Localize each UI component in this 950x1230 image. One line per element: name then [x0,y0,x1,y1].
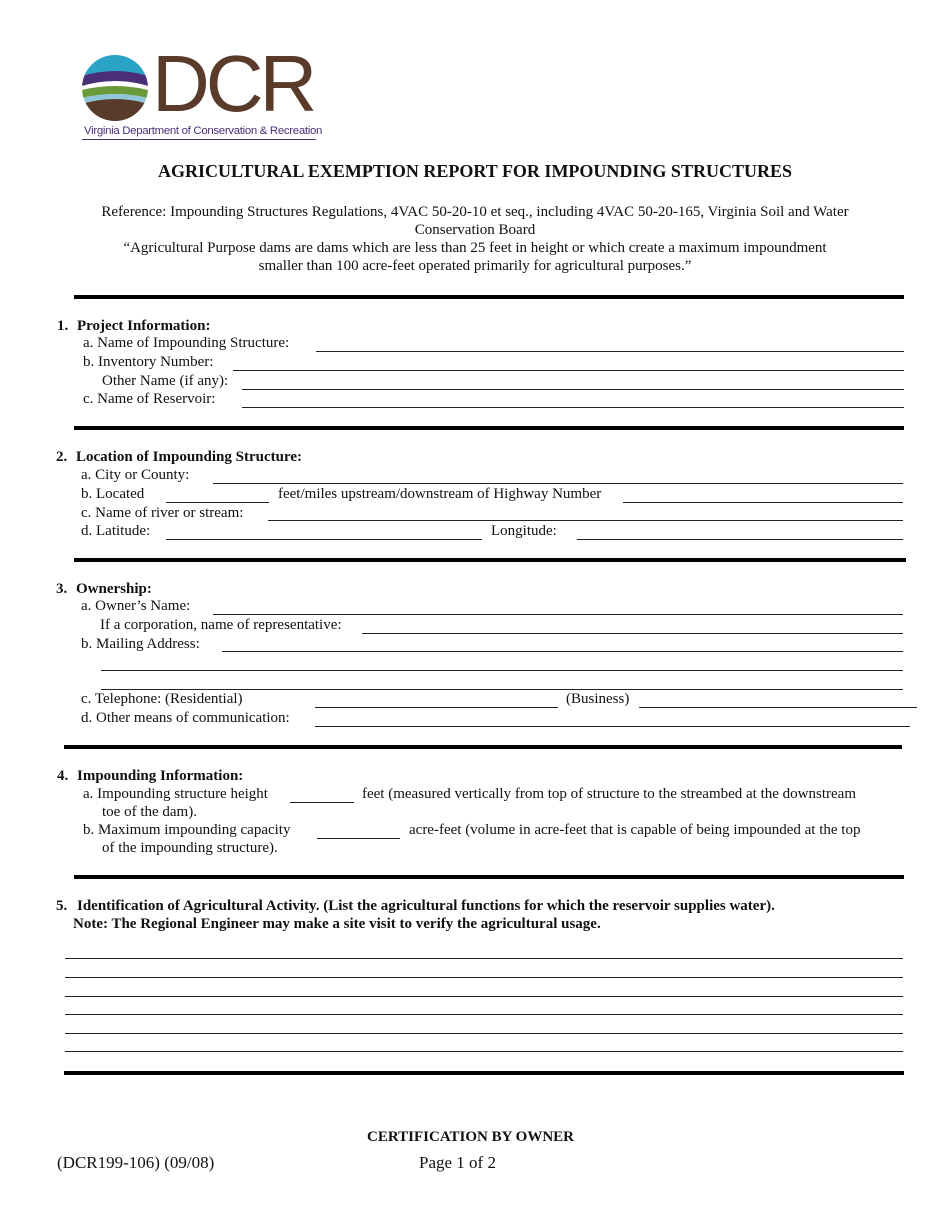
stream-name-label: c. Name of river or stream: [81,505,244,521]
structure-height-label: a. Impounding structure height [83,786,268,802]
telephone-business-label: (Business) [566,691,630,707]
inventory-number-label: b. Inventory Number: [83,354,214,370]
agricultural-activity-line-2[interactable] [65,977,903,978]
section-5-note: Note: The Regional Engineer may make a site visit to verify the agricultural usage. [73,916,601,932]
owner-name-label: a. Owner’s Name: [81,598,191,614]
dcr-tagline: Virginia Department of Conservation & Recreation [84,125,323,137]
section-5-heading: Identification of Agricultural Activity. (List the agricultural functions for which the reservoir supplies water). [77,898,775,914]
max-capacity-description: acre-feet (volume in acre-feet that is capable of being impounded at the top [409,822,861,838]
latitude-field[interactable] [166,539,482,540]
section-4-number: 4. [57,768,69,784]
agricultural-activity-line-4[interactable] [65,1014,903,1015]
reservoir-name-field[interactable] [242,407,904,408]
section-divider [74,875,904,879]
other-communication-field[interactable] [315,726,910,727]
section-divider [74,295,904,299]
reference-line-4: smaller than 100 acre-feet operated primarily for agricultural purposes.” [258,258,692,274]
telephone-business-field[interactable] [639,707,917,708]
dcr-wordmark: DCR [152,39,314,128]
section-1-heading: Project Information: [77,318,211,334]
other-name-label: Other Name (if any): [102,373,229,389]
max-capacity-field[interactable] [317,838,400,839]
representative-field[interactable] [362,633,903,634]
mailing-address-field-1[interactable] [222,651,903,652]
page-title: AGRICULTURAL EXEMPTION REPORT FOR IMPOUNDING STRUCTURES [158,161,792,181]
mailing-address-field-2[interactable] [101,670,903,671]
section-2-number: 2. [56,449,68,465]
structure-name-label: a. Name of Impounding Structure: [83,335,290,351]
stream-name-field[interactable] [268,520,903,521]
mailing-address-label: b. Mailing Address: [81,636,200,652]
section-1-number: 1. [57,318,69,334]
agricultural-activity-line-5[interactable] [65,1033,903,1034]
mailing-address-field-3[interactable] [101,689,903,690]
section-2-heading: Location of Impounding Structure: [76,449,302,465]
section-3-heading: Ownership: [76,581,152,597]
reservoir-name-label: c. Name of Reservoir: [83,391,216,407]
max-capacity-label: b. Maximum impounding capacity [83,822,291,838]
representative-label: If a corporation, name of representative: [100,617,342,633]
city-county-label: a. City or County: [81,467,190,483]
inventory-number-field[interactable] [233,370,904,371]
reference-line-1: Reference: Impounding Structures Regulations, 4VAC 50-20-10 et seq., including 4VAC 50-20-165, Virginia Soil and Water [101,204,849,220]
page-number: Page 1 of 2 [419,1153,496,1172]
city-county-field[interactable] [213,483,903,484]
telephone-residential-label: c. Telephone: (Residential) [81,691,243,707]
highway-number-field[interactable] [623,502,903,503]
agricultural-activity-line-3[interactable] [65,996,903,997]
structure-height-description: feet (measured vertically from top of structure to the streambed at the downstream [362,786,856,802]
logo-underline [82,139,316,140]
located-description: feet/miles upstream/downstream of Highway Number [278,486,602,502]
section-divider [64,1071,904,1075]
certification-heading: CERTIFICATION BY OWNER [367,1129,574,1145]
longitude-field[interactable] [577,539,903,540]
owner-name-field[interactable] [213,614,903,615]
structure-height-field[interactable] [290,802,354,803]
section-3-number: 3. [56,581,68,597]
section-divider [64,745,902,749]
longitude-label: Longitude: [491,523,557,539]
dcr-logo [82,39,323,144]
telephone-residential-field[interactable] [315,707,558,708]
other-name-field[interactable] [242,389,904,390]
agricultural-activity-line-6[interactable] [65,1051,903,1052]
other-communication-label: d. Other means of communication: [81,710,290,726]
section-4-heading: Impounding Information: [77,768,244,784]
section-divider [74,558,906,562]
structure-name-field[interactable] [316,351,904,352]
located-distance-field[interactable] [166,502,269,503]
section-5-number: 5. [56,898,68,914]
reference-line-3: “Agricultural Purpose dams are dams which are less than 25 feet in height or which create a maximum impoundment [123,240,827,256]
section-divider [74,426,904,430]
max-capacity-description-cont: of the impounding structure). [102,840,278,856]
latitude-label: d. Latitude: [81,523,151,539]
located-label: b. Located [81,486,145,502]
structure-height-description-cont: toe of the dam). [102,804,197,820]
form-id: (DCR199-106) (09/08) [57,1153,215,1172]
reference-line-2: Conservation Board [414,222,536,238]
agricultural-activity-line-1[interactable] [65,958,903,959]
